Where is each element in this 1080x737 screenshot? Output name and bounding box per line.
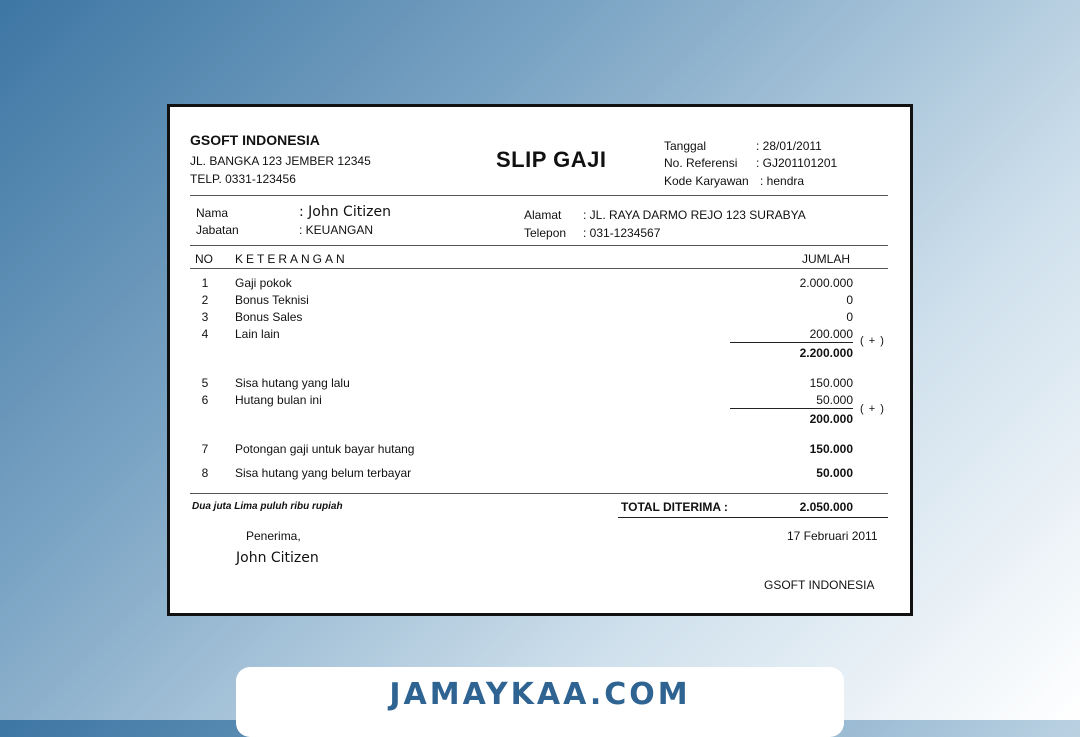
row-amount: 50.000 (816, 466, 853, 480)
kode-karyawan-label: Kode Karyawan (664, 174, 749, 188)
plus-sign: ( + ) (860, 403, 885, 415)
salary-slip (167, 104, 913, 616)
total-underline (618, 517, 888, 518)
row-no: 6 (201, 393, 209, 407)
row-amount: 150.000 (809, 442, 853, 456)
subtotal-debt: 200.000 (809, 412, 853, 426)
row-desc: Bonus Sales (235, 310, 303, 324)
telepon-label: Telepon (524, 226, 567, 240)
row-no: 3 (201, 310, 209, 324)
alamat-value: : JL. RAYA DARMO REJO 123 SURABYA (583, 208, 806, 222)
slip-title: SLIP GAJI (496, 147, 607, 172)
amount-in-words: Dua juta Lima puluh ribu rupiah (192, 501, 343, 512)
sum-line (730, 408, 853, 409)
sum-line (730, 342, 853, 343)
row-desc: Lain lain (235, 327, 280, 341)
row-amount: 200.000 (809, 327, 853, 341)
col-no-header: NO (195, 252, 213, 266)
row-no: 8 (201, 466, 209, 480)
company-phone: TELP. 0331-123456 (190, 172, 296, 186)
divider (190, 245, 888, 246)
row-amount: 0 (846, 310, 853, 324)
divider (190, 493, 888, 494)
site-banner (236, 667, 844, 737)
row-desc: Bonus Teknisi (235, 293, 309, 307)
tanggal-label: Tanggal (664, 139, 707, 153)
company-signature: GSOFT INDONESIA (764, 578, 875, 592)
row-amount: 2.000.000 (799, 276, 853, 290)
total-value: 2.050.000 (799, 500, 853, 514)
row-desc: Sisa hutang yang lalu (235, 376, 350, 390)
referensi-label: No. Referensi (664, 156, 738, 170)
company-address: JL. BANGKA 123 JEMBER 12345 (190, 154, 371, 168)
total-label: TOTAL DITERIMA : (621, 500, 728, 514)
row-no: 1 (201, 276, 209, 290)
company-name: GSOFT INDONESIA (190, 132, 320, 148)
kode-karyawan-value: : hendra (760, 174, 805, 188)
telepon-value: : 031-1234567 (583, 226, 661, 240)
slip-date: 17 Februari 2011 (787, 529, 878, 543)
row-amount: 150.000 (809, 376, 853, 390)
plus-sign: ( + ) (860, 335, 885, 347)
row-no: 5 (201, 376, 209, 390)
row-desc: Sisa hutang yang belum terbayar (235, 466, 412, 480)
row-no: 4 (201, 327, 209, 341)
nama-value: : John Citizen (299, 204, 391, 220)
referensi-value: : GJ201101201 (756, 156, 838, 170)
row-desc: Hutang bulan ini (235, 393, 322, 407)
jabatan-label: Jabatan (196, 223, 239, 237)
col-desc-header: KETERANGAN (235, 252, 348, 266)
row-amount: 0 (846, 293, 853, 307)
tanggal-value: : 28/01/2011 (756, 139, 822, 153)
alamat-label: Alamat (524, 208, 562, 222)
row-amount: 50.000 (816, 393, 853, 407)
divider (190, 268, 888, 269)
divider (190, 195, 888, 196)
subtotal-income: 2.200.000 (799, 346, 853, 360)
site-name: JAMAYKAA.COM (389, 677, 691, 712)
penerima-name: John Citizen (236, 550, 319, 566)
row-desc: Potongan gaji untuk bayar hutang (235, 442, 415, 456)
jabatan-value: : KEUANGAN (299, 223, 374, 237)
col-amount-header: JUMLAH (802, 252, 851, 266)
penerima-label: Penerima, (246, 529, 301, 543)
row-no: 2 (201, 293, 209, 307)
row-desc: Gaji pokok (235, 276, 292, 290)
row-no: 7 (201, 442, 209, 456)
nama-label: Nama (196, 206, 229, 220)
